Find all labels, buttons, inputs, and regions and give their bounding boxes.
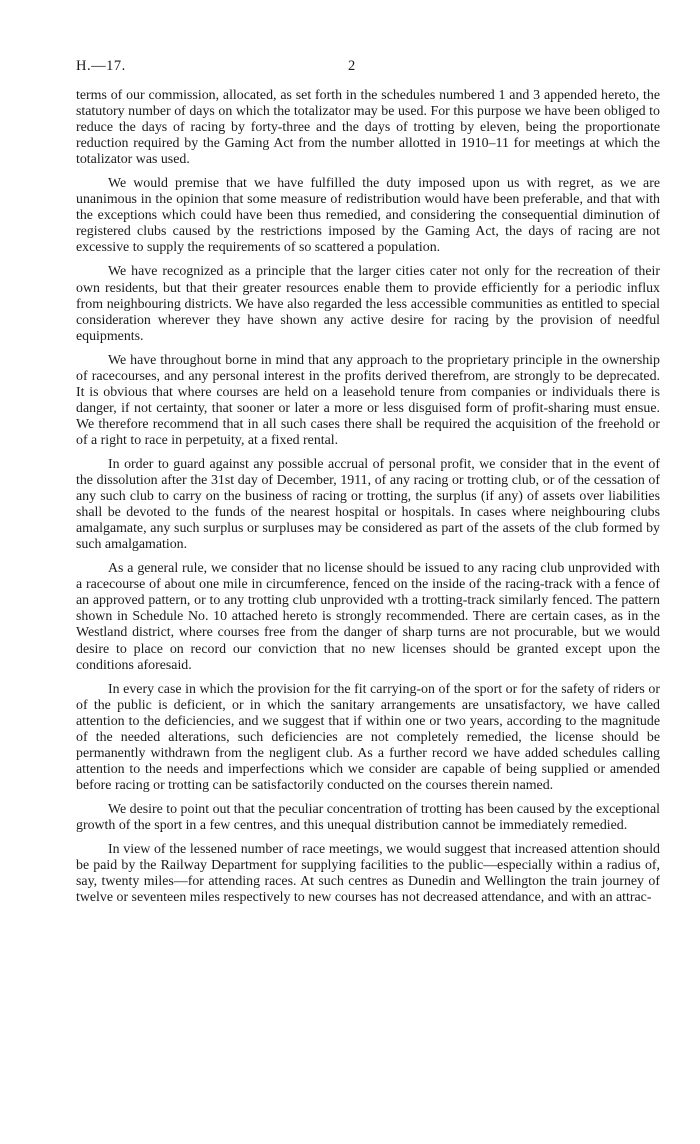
paragraph-3: We have recognized as a principle that the larger cities cater not only for the recreation of their own residents, but that their greater resources enable them to provide efficiently for a periodic influx from neighbouring districts. We have also regarded the less accessible communities as entitled to special consideration wherever they have shown any active desire for racing by the provision of needful equipments. [76,264,660,344]
paragraph-8: We desire to point out that the peculiar concentration of trotting has been caused by the exceptional growth of the sport in a few centres, and this unequal distribution cannot be immediately remedied. [76,801,661,833]
paragraph-1: terms of our commission, allocated, as set forth in the schedules numbered 1 and 3 appended hereto, the statutory number of days on which the totalizator may be used. For this purpose we have been obliged to reduce the days of racing by forty-three and the days of trotting by eleven, being the proportionate reduction required by the Gaming Act from the number allotted in 1910–11 for meetings at which the totalizator was used. [76,88,660,168]
paragraph-5: In order to guard against any possible accrual of personal profit, we consider that in the event of the dissolution after the 31st day of December, 1911, of any racing or trotting club, or of the cessation of any such club to carry on the business of racing or trotting, the surplus (if any) of assets over liabilities shall be devoted to the funds of the nearest hospital or hospitals. In cases where neighbouring clubs amalgamate, any such surplus or surpluses may be considered as part of the assets of the club formed by such amalgamation. [76,456,660,553]
paragraph-4: We have throughout borne in mind that any approach to the proprietary principle in the ownership of racecourses, and any personal interest in the profits derived therefrom, are strongly to be deprecated. It is obvious that where courses are held on a leasehold tenure from companies or individuals there is danger, if not certainty, that sooner or later a more or less disguised form of profit-sharing must ensue. We therefore recommend that in all such cases there shall be required the acquisition of the freehold or of a right to race in perpetuity, at a fixed rental. [76,352,660,448]
paragraph-9: In view of the lessened number of race meetings, we would suggest that increased attention should be paid by the Railway Department for supplying facilities to the public—especially within a radius of, say, twenty miles—for attending races. At such centres as Dunedin and Wellington the train journey of twelve or seventeen miles respectively to new courses has not decreased attendance, and with an attrac- [76,842,660,906]
document-reference: H.—17. [76,58,126,74]
page-number: 2 [348,58,356,74]
paragraph-6: As a general rule, we consider that no license should be issued to any racing club unprovided with a racecourse of about one mile in circumference, fenced on the inside of the racing-track with a fence of an approved pattern, or to any trotting club unprovided wth a trotting-track similarly fenced. The pattern shown in Schedule No. 10 attached hereto is strongly recommended. There are certain cases, as in the Westland district, where courses free from the danger of sharp turns are not procurable, but we would desire to place on record our conviction that no new licenses should be granted except upon the conditions aforesaid. [76,561,660,673]
paragraph-7: In every case in which the provision for the fit carrying-on of the sport or for the safety of riders or of the public is deficient, or in which the sanitary arrangements are unsatisfactory, we have called attention to the deficiencies, and we suggest that if within one or two years, according to the magnitude of the needed alterations, such deficiencies are not completely remedied, the license should be permanently withdrawn from the negligent club. As a further record we have added schedules calling attention to the needs and imperfections which we consider are capable of being supplied or amended before racing or trotting can be satisfactorily conducted on the courses therein named. [76,681,660,793]
page-header [76,58,660,78]
paragraph-2: We would premise that we have fulfilled the duty imposed upon us with regret, as we are unanimous in the opinion that some measure of redistribution would have been preferable, and that with the exceptions which could have been thus remedied, and considering the consequential diminution of registered clubs caused by the restrictions imposed by the Gaming Act, the days of racing are not excessive to supply the requirements of so scattered a population. [76,176,660,256]
document-body [76,88,660,914]
